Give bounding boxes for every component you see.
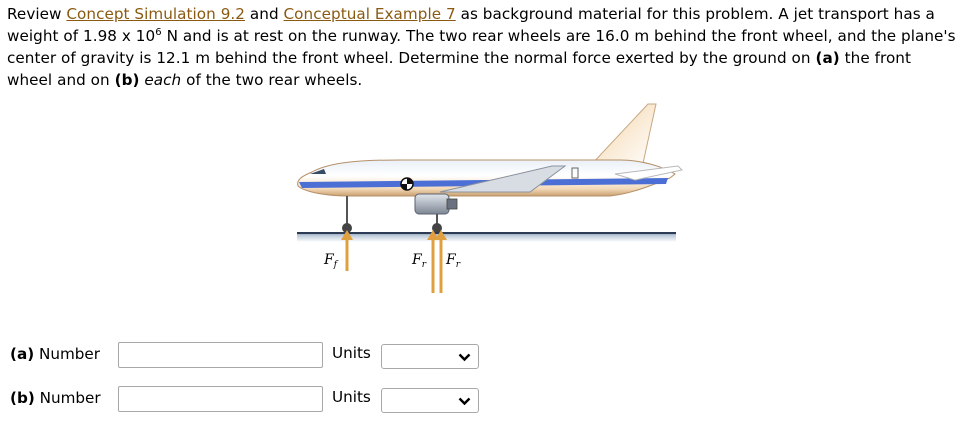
answer-a-label: (a) Number xyxy=(10,345,100,363)
chevron-down-icon xyxy=(458,351,471,363)
each-text: each xyxy=(144,71,182,89)
problem-text-3: the front wheel and on xyxy=(7,49,911,89)
problem-text-2: N and is at rest on the runway. The two rear wheels are 16.0 m behind the front wheel, and the plane's center of gravity is 12.1 m behind the front wheel. Determine the normal force exerted by the ground on xyxy=(7,27,956,67)
airplane-diagram xyxy=(290,96,685,301)
answer-b-units-select[interactable] xyxy=(381,388,479,413)
problem-text-1: as background material for this problem. A jet transport has a weight of 1.98 x 10 xyxy=(7,5,935,45)
exponent: 6 xyxy=(155,27,162,38)
answer-a-units-select[interactable] xyxy=(381,344,479,369)
rear-force-label-right: $F_r$ xyxy=(446,252,461,270)
airplane-figure xyxy=(290,96,685,301)
part-a-tag: (a) xyxy=(815,49,840,67)
engine xyxy=(415,194,449,214)
part-b-tag: (b) xyxy=(114,71,140,89)
rear-force-label-left: $F_r$ xyxy=(412,252,427,270)
problem-text-4: of the two rear wheels. xyxy=(186,71,363,89)
answer-b-units-label: Units xyxy=(332,388,371,406)
answer-a-units-label: Units xyxy=(332,344,371,362)
and-text: and xyxy=(249,5,279,23)
problem-statement xyxy=(7,3,957,91)
answer-b-label: (b) Number xyxy=(10,389,101,407)
front-force-label: $F_f$ xyxy=(324,252,338,270)
answer-a-number-input[interactable] xyxy=(118,342,323,368)
review-text: Review xyxy=(7,5,62,23)
concept-simulation-link[interactable]: Concept Simulation 9.2 xyxy=(66,5,246,23)
chevron-down-icon xyxy=(458,395,471,407)
conceptual-example-link[interactable]: Conceptual Example 7 xyxy=(283,5,456,23)
tail-fin xyxy=(590,104,656,168)
answer-b-number-input[interactable] xyxy=(118,386,323,412)
